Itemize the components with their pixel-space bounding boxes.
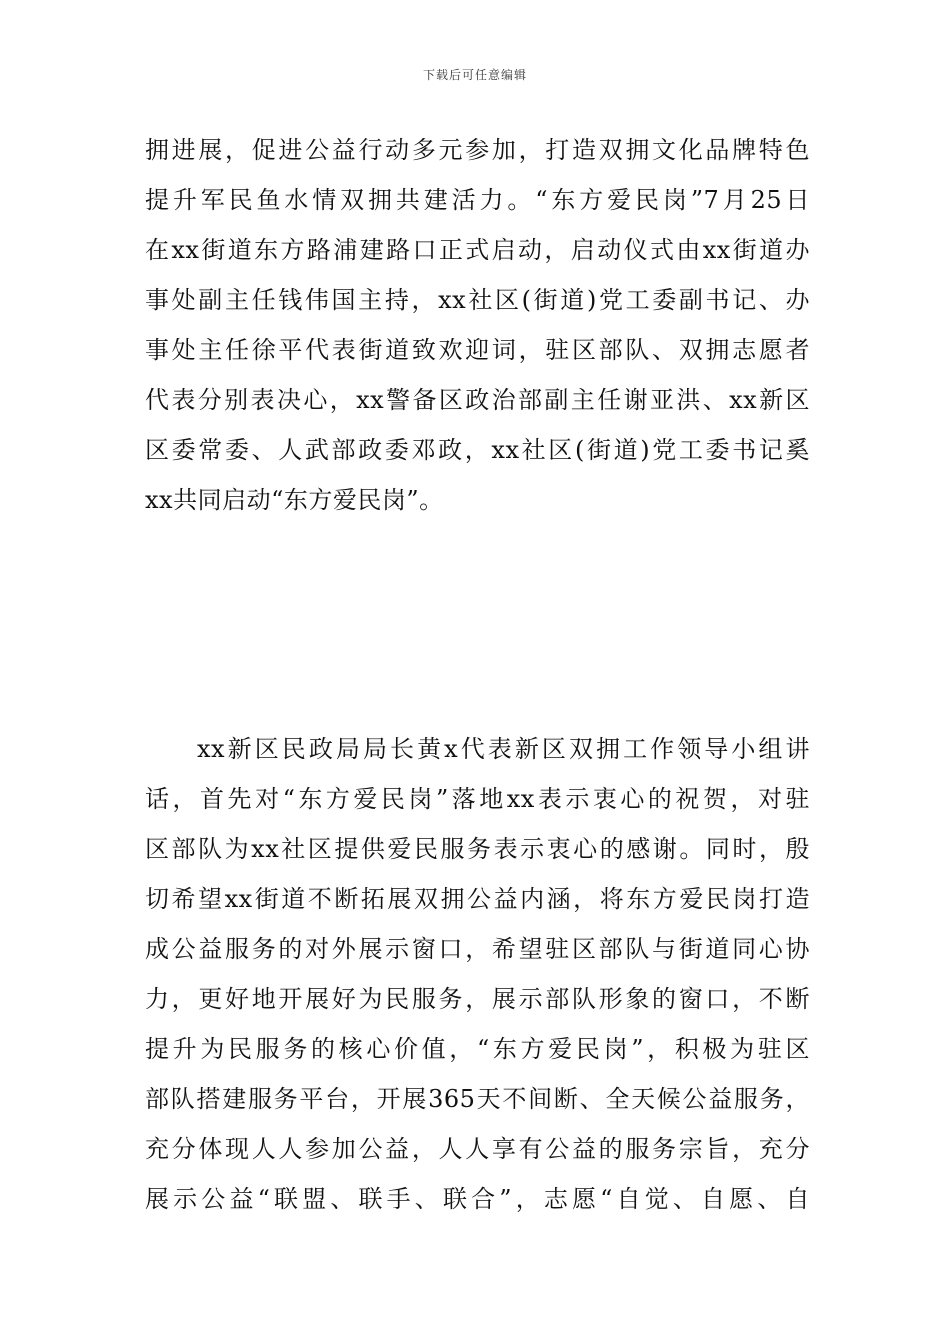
- text-line: 拥进展，促进公益行动多元参加，打造双拥文化品牌特色: [145, 136, 810, 164]
- text-line: 提升军民鱼水情双拥共建活力。“东方爱民岗”7月25日: [145, 186, 810, 214]
- text-line: xx共同启动“东方爱民岗”。: [145, 486, 444, 514]
- text-line: 切希望xx街道不断拓展双拥公益内涵，将东方爱民岗打造: [145, 885, 810, 913]
- text-line: 提升为民服务的核心价值，“东方爱民岗”，积极为驻区: [145, 1035, 810, 1063]
- text-line: 充分体现人人参加公益，人人享有公益的服务宗旨，充分: [145, 1135, 810, 1163]
- text-line: 成公益服务的对外展示窗口，希望驻区部队与街道同心协: [145, 935, 810, 963]
- text-line: 区部队为xx社区提供爱民服务表示衷心的感谢。同时，殷: [145, 835, 810, 863]
- header-note: 下载后可任意编辑: [422, 68, 527, 82]
- text-line: 代表分别表决心，xx警备区政治部副主任谢亚洪、xx新区: [145, 386, 810, 414]
- text-line: 话，首先对“东方爱民岗”落地xx表示衷心的祝贺，对驻: [145, 785, 810, 813]
- text-line: 区委常委、人武部政委邓政，xx社区(街道)党工委书记奚: [145, 436, 810, 464]
- text-line: 力，更好地开展好为民服务，展示部队形象的窗口，不断: [145, 985, 810, 1013]
- text-line: xx新区民政局局长黄x代表新区双拥工作领导小组讲: [197, 735, 810, 763]
- text-line: 部队搭建服务平台，开展365天不间断、全天候公益服务，: [145, 1085, 810, 1113]
- text-line: 事处副主任钱伟国主持，xx社区(街道)党工委副书记、办: [145, 286, 810, 314]
- text-line: 展示公益“联盟、联手、联合”，志愿“自觉、自愿、自: [145, 1185, 810, 1213]
- text-line: 事处主任徐平代表街道致欢迎词，驻区部队、双拥志愿者: [145, 336, 810, 364]
- text-line: 在xx街道东方路浦建路口正式启动，启动仪式由xx街道办: [145, 236, 810, 264]
